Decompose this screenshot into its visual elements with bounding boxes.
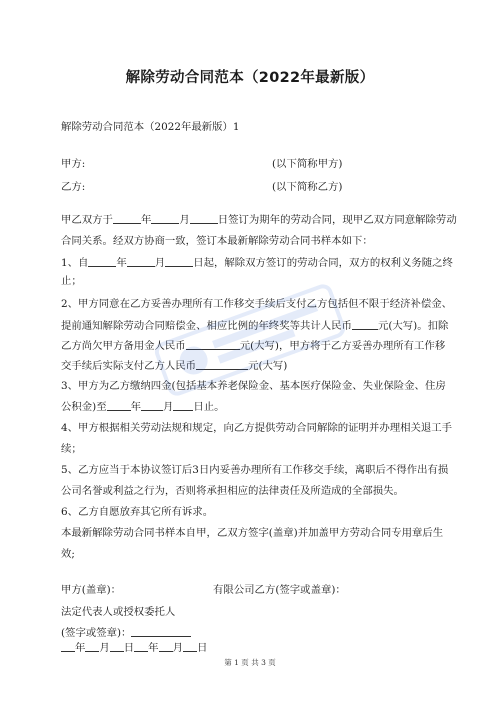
blank-month[interactable] <box>141 399 163 411</box>
blank-amount[interactable] <box>196 358 248 370</box>
blank-year[interactable] <box>107 399 131 411</box>
date-row: 年 月 日 年 月 日 <box>61 640 207 655</box>
sign-row: (签字或签章)： <box>61 625 191 640</box>
party-a-label: 甲方: <box>61 158 86 170</box>
blank-day[interactable] <box>173 399 193 411</box>
item5-line-2: 公司名誉或利益之行为，否则将承担相应的法律责任及所造成的全部损失。 <box>61 485 404 497</box>
blank-day[interactable] <box>110 640 124 652</box>
item3-line-2: 公积金)至 年 月 日止。 <box>61 401 225 413</box>
blank-day[interactable] <box>165 255 193 267</box>
item4-line-1: 4、甲方根据相关劳动法规和规定，向乙方提供劳动合同解除的证明并办理相关退工手 <box>61 422 453 434</box>
item1-line-2: 止； <box>61 275 82 287</box>
representative-label: 法定代表人或授权委托人 <box>61 606 176 618</box>
closing-line-1: 本最新解除劳动合同书样本自甲，乙双方签字(盖章)并加盖甲方劳动合同专用章后生 <box>61 527 444 539</box>
party-a-note: (以下简称甲方) <box>272 158 343 170</box>
intro-line-1: 甲乙双方于 年 月 日签订为期年的劳动合同，现甲乙双方同意解除劳动 <box>61 214 457 226</box>
blank-month[interactable] <box>159 640 173 652</box>
blank-year[interactable] <box>88 255 116 267</box>
blank-year[interactable] <box>134 640 148 652</box>
blank-day[interactable] <box>183 640 197 652</box>
party-b-note: (以下简称乙方) <box>272 181 343 193</box>
blank-amount[interactable] <box>352 318 378 330</box>
item3-line-1: 3、甲方为乙方缴纳四金(包括基本养老保险金、基本医疗保险金、失业保险金、住房 <box>61 380 446 392</box>
item6-line: 6、乙方自愿放弃其它所有诉求。 <box>61 506 214 518</box>
document-title: 解除劳动合同范本（2022年最新版） <box>125 70 375 86</box>
signature-row <box>61 583 441 597</box>
blank-year[interactable] <box>61 640 75 652</box>
page-footer: 第 1 页 共 3 页 <box>224 658 276 667</box>
party-b-row <box>61 180 441 194</box>
blank-year[interactable] <box>113 212 141 224</box>
blank-month[interactable] <box>85 640 99 652</box>
blank-month[interactable] <box>151 212 179 224</box>
item4-line-2: 续； <box>61 443 82 455</box>
item5-line-1: 5、乙方应当于本协议签订后3日内妥善办理所有工作移交手续，离职后不得作出有损 <box>61 464 449 476</box>
closing-line-2: 效; <box>61 548 75 560</box>
item2-line-3: 乙方尚欠甲方备用金人民币 元(大写)，甲方将于乙方妥善办理所有工作移 <box>61 340 446 352</box>
blank-month[interactable] <box>127 255 155 267</box>
item2-line-1: 2、甲方同意在乙方妥善办理所有工作移交手续后支付乙方包括但不限于经济补偿金、 <box>61 298 453 310</box>
party-a-seal-label: 甲方(盖章)： <box>61 584 122 596</box>
item2-line-2: 提前通知解除劳动合同赔偿金、相应比例的年终奖等共计人民币 元(大写)。扣除 <box>61 320 449 332</box>
party-b-label: 乙方: <box>61 181 86 193</box>
blank-signature[interactable] <box>131 625 191 637</box>
party-b-seal-label: 有限公司乙方(签字或盖章)： <box>213 584 346 596</box>
party-a-row <box>61 157 441 171</box>
document-subtitle: 解除劳动合同范本（2022年最新版）1 <box>61 121 240 133</box>
item1-line-1: 1、自 年 月 日起，解除双方签订的劳动合同，双方的权利义务随之终 <box>61 257 453 269</box>
blank-day[interactable] <box>190 212 218 224</box>
blank-amount[interactable] <box>186 338 240 350</box>
intro-line-2: 合同关系。经双方协商一致，签订本最新解除劳动合同书样本如下： <box>61 235 373 247</box>
item2-line-4: 交手续后实际支付乙方人民币 元(大写) <box>61 360 288 372</box>
